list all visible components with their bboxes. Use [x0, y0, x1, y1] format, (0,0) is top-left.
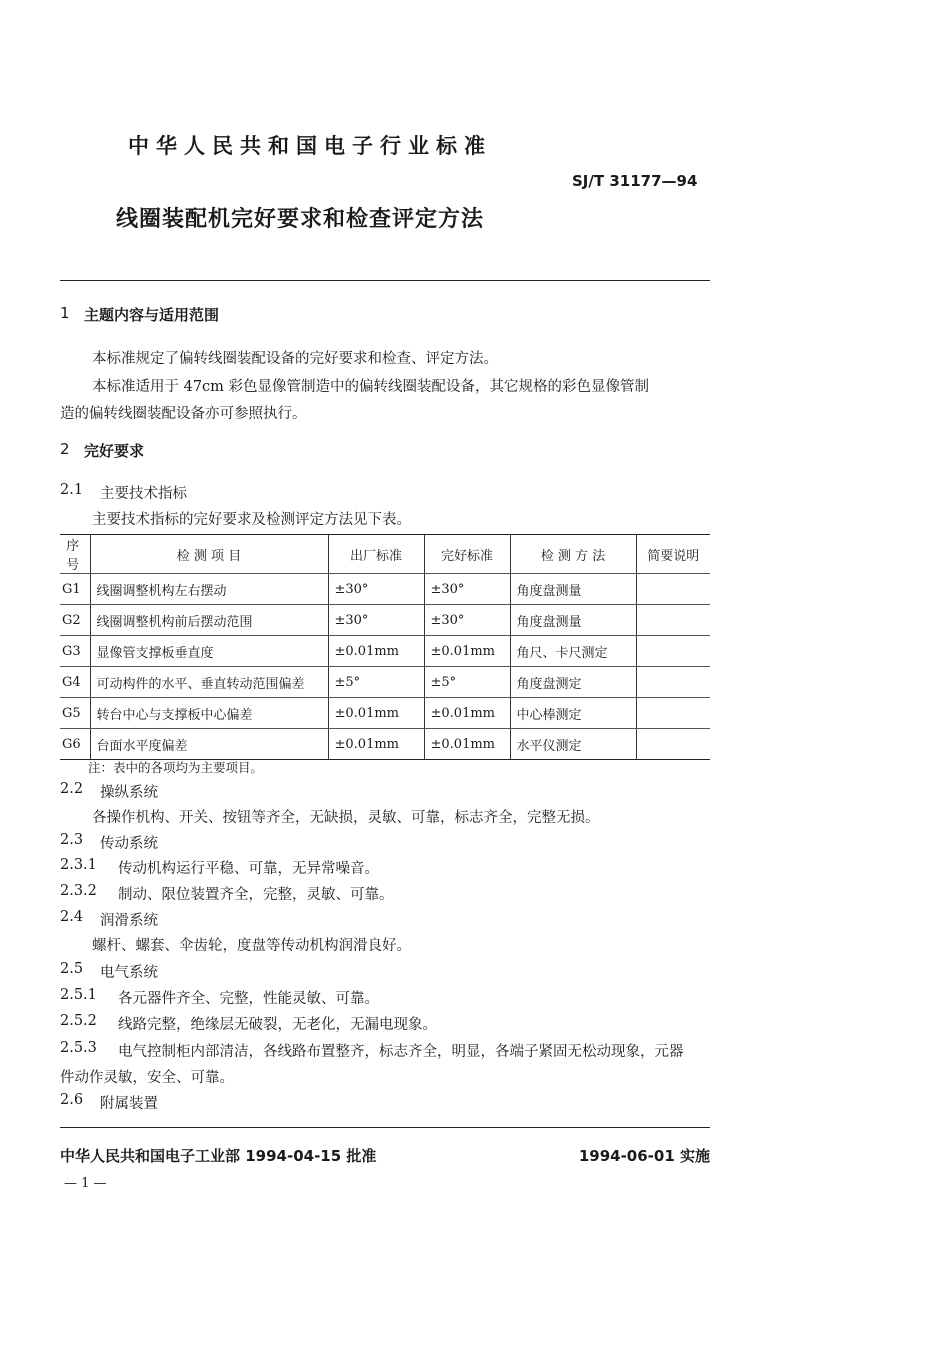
- table-cell: [636, 574, 710, 605]
- table-row: [60, 729, 710, 760]
- table-cell: ±30°: [328, 605, 424, 636]
- section-2-3-1-number: 2.3.1: [60, 857, 97, 873]
- table-cell: ±0.01mm: [424, 729, 510, 760]
- table-row: [60, 574, 710, 605]
- column-header: 检 测 项 目: [90, 535, 328, 574]
- table-cell: G6: [60, 729, 90, 760]
- section-2-5-title: 电气系统: [100, 965, 158, 981]
- table-cell: 角度盘测量: [510, 574, 636, 605]
- table-header-row: [60, 535, 710, 574]
- page-number: — 1 —: [64, 1176, 107, 1191]
- table-cell: ±5°: [424, 667, 510, 698]
- column-header: 序号: [60, 535, 90, 574]
- table-cell: ±30°: [424, 605, 510, 636]
- table-cell: G4: [60, 667, 90, 698]
- table-note: 注：表中的各项均为主要项目。: [88, 760, 264, 775]
- table-cell: 台面水平度偏差: [90, 729, 328, 760]
- section-2-4-text: 螺杆、螺套、伞齿轮，度盘等传动机构润滑良好。: [92, 938, 411, 954]
- effective-date: 1994-06-01 实施: [578, 1147, 710, 1165]
- section-2-3-title: 传动系统: [100, 836, 158, 852]
- table-row: [60, 636, 710, 667]
- section-2-5-3-line-1: 电气控制柜内部清洁，各线路布置整齐，标志齐全，明显，各端子紧固无松动现象，元器: [118, 1044, 684, 1060]
- section-2-3-number: 2.3: [60, 832, 84, 848]
- table-cell: ±0.01mm: [328, 636, 424, 667]
- table-cell: 角度盘测定: [510, 667, 636, 698]
- table-cell: [636, 605, 710, 636]
- table-cell: G2: [60, 605, 90, 636]
- section-2-6-title: 附属装置: [100, 1096, 158, 1112]
- table-cell: G3: [60, 636, 90, 667]
- section-1-number: 1: [60, 304, 70, 322]
- section-2-5-3-line-2: 件动作灵敏，安全、可靠。: [60, 1070, 234, 1086]
- table-cell: [636, 636, 710, 667]
- section-2-3-1-text: 传动机构运行平稳、可靠，无异常噪音。: [118, 861, 379, 877]
- approval-statement: 中华人民共和国电子工业部 1994-04-15 批准: [60, 1147, 377, 1165]
- table-row: [60, 605, 710, 636]
- column-header: 完好标准: [424, 535, 510, 574]
- table-cell: 线圈调整机构前后摆动范围: [90, 605, 328, 636]
- section-2-2-text: 各操作机构、开关、按钮等齐全，无缺损，灵敏、可靠，标志齐全，完整无损。: [92, 810, 600, 826]
- section-2-3-2-number: 2.3.2: [60, 883, 97, 899]
- table-cell: 显像管支撑板垂直度: [90, 636, 328, 667]
- footer-divider: [60, 1127, 710, 1128]
- table-cell: [636, 698, 710, 729]
- section-2-1-intro: 主要技术指标的完好要求及检测评定方法见下表。: [92, 512, 411, 528]
- document-title: 线圈装配机完好要求和检查评定方法: [116, 207, 485, 232]
- table-cell: ±5°: [328, 667, 424, 698]
- section-2-1-title: 主要技术指标: [100, 486, 187, 502]
- column-header: 检 测 方 法: [510, 535, 636, 574]
- table-cell: G5: [60, 698, 90, 729]
- section-1-paragraph-2-line-1: 本标准适用于 47cm 彩色显像管制造中的偏转线圈装配设备，其它规格的彩色显像管制: [92, 379, 650, 395]
- section-2-5-3-number: 2.5.3: [60, 1040, 97, 1056]
- section-1-paragraph-2-line-2: 造的偏转线圈装配设备亦可参照执行。: [60, 406, 307, 422]
- section-2-5-1-number: 2.5.1: [60, 987, 97, 1003]
- table-cell: ±0.01mm: [328, 729, 424, 760]
- table-cell: 可动构件的水平、垂直转动范围偏差: [90, 667, 328, 698]
- column-header: 出厂标准: [328, 535, 424, 574]
- table-cell: G1: [60, 574, 90, 605]
- table-cell: ±0.01mm: [424, 636, 510, 667]
- table-cell: 角度盘测量: [510, 605, 636, 636]
- table-row: [60, 667, 710, 698]
- table-cell: ±30°: [424, 574, 510, 605]
- technical-specification-table: [60, 534, 710, 760]
- section-2-5-2-text: 线路完整，绝缘层无破裂，无老化，无漏电现象。: [118, 1017, 437, 1033]
- table-cell: 转台中心与支撑板中心偏差: [90, 698, 328, 729]
- standard-category-title: 中华人民共和国电子行业标准: [128, 134, 492, 158]
- section-2-5-1-text: 各元器件齐全、完整，性能灵敏、可靠。: [118, 991, 379, 1007]
- section-2-5-number: 2.5: [60, 961, 84, 977]
- table-cell: ±30°: [328, 574, 424, 605]
- table-cell: 线圈调整机构左右摆动: [90, 574, 328, 605]
- section-2-4-title: 润滑系统: [100, 913, 158, 929]
- table-cell: ±0.01mm: [328, 698, 424, 729]
- section-2-title: 完好要求: [84, 442, 145, 460]
- section-2-5-2-number: 2.5.2: [60, 1013, 97, 1029]
- section-2-2-title: 操纵系统: [100, 785, 158, 801]
- column-header: 简要说明: [636, 535, 710, 574]
- section-2-6-number: 2.6: [60, 1092, 84, 1108]
- table-cell: 中心棒测定: [510, 698, 636, 729]
- section-2-2-number: 2.2: [60, 781, 84, 797]
- table-cell: 水平仪测定: [510, 729, 636, 760]
- section-2-4-number: 2.4: [60, 909, 84, 925]
- table-cell: [636, 667, 710, 698]
- table-row: [60, 698, 710, 729]
- table-cell: [636, 729, 710, 760]
- table-cell: ±0.01mm: [424, 698, 510, 729]
- table-cell: 角尺、卡尺测定: [510, 636, 636, 667]
- standard-number: SJ/T 31177—94: [572, 172, 698, 190]
- section-1-paragraph-1: 本标准规定了偏转线圈装配设备的完好要求和检查、评定方法。: [92, 351, 498, 367]
- section-2-number: 2: [60, 440, 70, 458]
- header-divider: [60, 280, 710, 281]
- section-2-3-2-text: 制动、限位装置齐全，完整，灵敏、可靠。: [118, 887, 394, 903]
- section-2-1-number: 2.1: [60, 482, 84, 498]
- section-1-title: 主题内容与适用范围: [84, 306, 220, 324]
